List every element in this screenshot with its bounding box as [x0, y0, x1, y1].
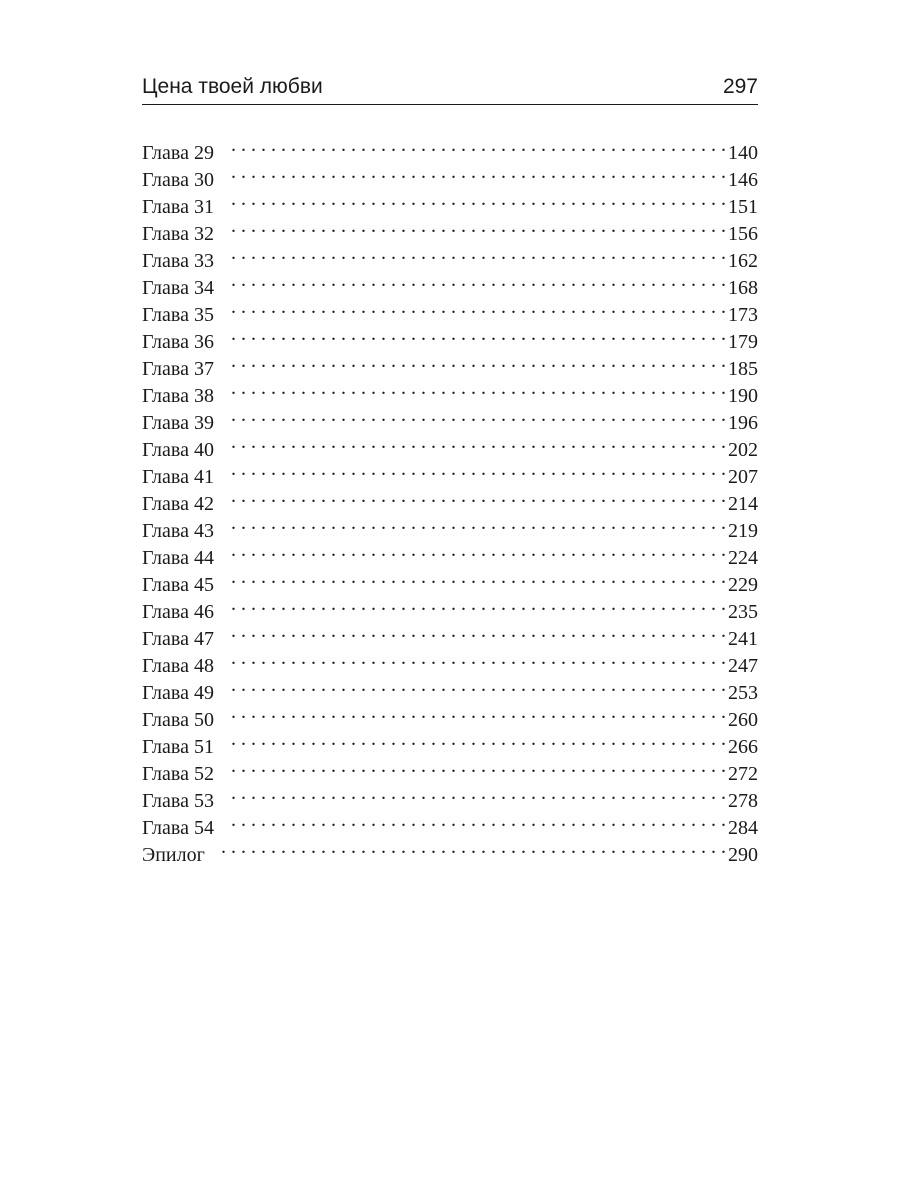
toc-entry-page: 190 [728, 385, 758, 407]
toc-entry-title: Глава 47 [142, 628, 214, 650]
toc-entry-title: Глава 29 [142, 142, 214, 164]
table-of-contents [142, 132, 758, 866]
toc-dot-leader [230, 429, 726, 456]
toc-entry-page: 235 [728, 601, 758, 623]
toc-entry [142, 699, 758, 731]
toc-dot-leader [230, 159, 726, 186]
toc-entry-page: 173 [728, 304, 758, 326]
toc-entry [142, 159, 758, 191]
toc-entry [142, 807, 758, 839]
toc-dot-leader [230, 753, 726, 780]
toc-entry [142, 510, 758, 542]
toc-entry-page: 229 [728, 574, 758, 596]
toc-entry [142, 132, 758, 164]
toc-entry-page: 162 [728, 250, 758, 272]
toc-entry-page: 241 [728, 628, 758, 650]
toc-entry-page: 214 [728, 493, 758, 515]
toc-entry-title: Глава 44 [142, 547, 214, 569]
toc-dot-leader [230, 699, 726, 726]
toc-entry-title: Глава 50 [142, 709, 214, 731]
toc-entry [142, 213, 758, 245]
toc-entry [142, 375, 758, 407]
toc-entry [142, 537, 758, 569]
toc-entry-page: 266 [728, 736, 758, 758]
toc-dot-leader [221, 834, 726, 861]
toc-dot-leader [230, 321, 726, 348]
toc-entry-page: 207 [728, 466, 758, 488]
toc-entry-title: Глава 51 [142, 736, 214, 758]
toc-dot-leader [230, 672, 726, 699]
toc-dot-leader [230, 483, 726, 510]
toc-entry-title: Глава 43 [142, 520, 214, 542]
toc-entry-page: 140 [728, 142, 758, 164]
toc-dot-leader [230, 186, 726, 213]
toc-dot-leader [230, 375, 726, 402]
toc-entry-page: 185 [728, 358, 758, 380]
toc-entry [142, 564, 758, 596]
toc-entry-title: Глава 53 [142, 790, 214, 812]
toc-entry [142, 429, 758, 461]
toc-entry [142, 321, 758, 353]
toc-entry-title: Глава 37 [142, 358, 214, 380]
toc-entry-page: 247 [728, 655, 758, 677]
toc-entry [142, 618, 758, 650]
toc-entry-page: 196 [728, 412, 758, 434]
toc-dot-leader [230, 537, 726, 564]
toc-entry-page: 290 [728, 844, 758, 866]
toc-entry-title: Глава 33 [142, 250, 214, 272]
running-header [142, 74, 758, 105]
toc-dot-leader [230, 807, 726, 834]
toc-entry-title: Глава 48 [142, 655, 214, 677]
toc-entry-page: 168 [728, 277, 758, 299]
toc-entry [142, 348, 758, 380]
page-number: 297 [722, 75, 758, 98]
toc-entry-title: Глава 34 [142, 277, 214, 299]
toc-entry-page: 179 [728, 331, 758, 353]
toc-entry-page: 272 [728, 763, 758, 785]
toc-entry [142, 456, 758, 488]
toc-entry-page: 278 [728, 790, 758, 812]
toc-entry-title: Глава 42 [142, 493, 214, 515]
toc-entry-title: Глава 35 [142, 304, 214, 326]
toc-dot-leader [230, 267, 726, 294]
toc-dot-leader [230, 132, 726, 159]
toc-entry [142, 753, 758, 785]
toc-dot-leader [230, 456, 726, 483]
toc-entry [142, 834, 758, 866]
toc-entry-page: 156 [728, 223, 758, 245]
toc-entry-title: Глава 41 [142, 466, 214, 488]
toc-dot-leader [230, 618, 726, 645]
toc-dot-leader [230, 591, 726, 618]
toc-entry-page: 151 [728, 196, 758, 218]
toc-entry-title: Глава 39 [142, 412, 214, 434]
toc-dot-leader [230, 645, 726, 672]
toc-dot-leader [230, 510, 726, 537]
toc-entry-page: 219 [728, 520, 758, 542]
toc-dot-leader [230, 402, 726, 429]
toc-entry [142, 780, 758, 812]
toc-dot-leader [230, 564, 726, 591]
toc-dot-leader [230, 240, 726, 267]
toc-entry-page: 260 [728, 709, 758, 731]
toc-entry [142, 294, 758, 326]
toc-entry-page: 202 [728, 439, 758, 461]
toc-dot-leader [230, 294, 726, 321]
toc-entry-page: 284 [728, 817, 758, 839]
running-header-title: Цена твоей любви [142, 75, 323, 98]
toc-entry-title: Глава 38 [142, 385, 214, 407]
toc-entry [142, 186, 758, 218]
toc-entry-title: Глава 40 [142, 439, 214, 461]
toc-dot-leader [230, 348, 726, 375]
toc-entry [142, 645, 758, 677]
toc-entry-title: Глава 49 [142, 682, 214, 704]
toc-entry [142, 240, 758, 272]
toc-entry [142, 267, 758, 299]
toc-entry-page: 253 [728, 682, 758, 704]
toc-entry [142, 483, 758, 515]
toc-entry-title: Глава 52 [142, 763, 214, 785]
toc-entry [142, 726, 758, 758]
toc-entry-title: Глава 32 [142, 223, 214, 245]
toc-dot-leader [230, 780, 726, 807]
toc-entry [142, 672, 758, 704]
toc-dot-leader [230, 213, 726, 240]
toc-entry-title: Глава 46 [142, 601, 214, 623]
toc-entry-page: 224 [728, 547, 758, 569]
toc-dot-leader [230, 726, 726, 753]
toc-entry [142, 402, 758, 434]
toc-entry-page: 146 [728, 169, 758, 191]
toc-entry-title: Эпилог [142, 844, 205, 866]
toc-entry-title: Глава 54 [142, 817, 214, 839]
toc-entry-title: Глава 30 [142, 169, 214, 191]
toc-entry [142, 591, 758, 623]
toc-entry-title: Глава 31 [142, 196, 214, 218]
toc-entry-title: Глава 45 [142, 574, 214, 596]
toc-entry-title: Глава 36 [142, 331, 214, 353]
